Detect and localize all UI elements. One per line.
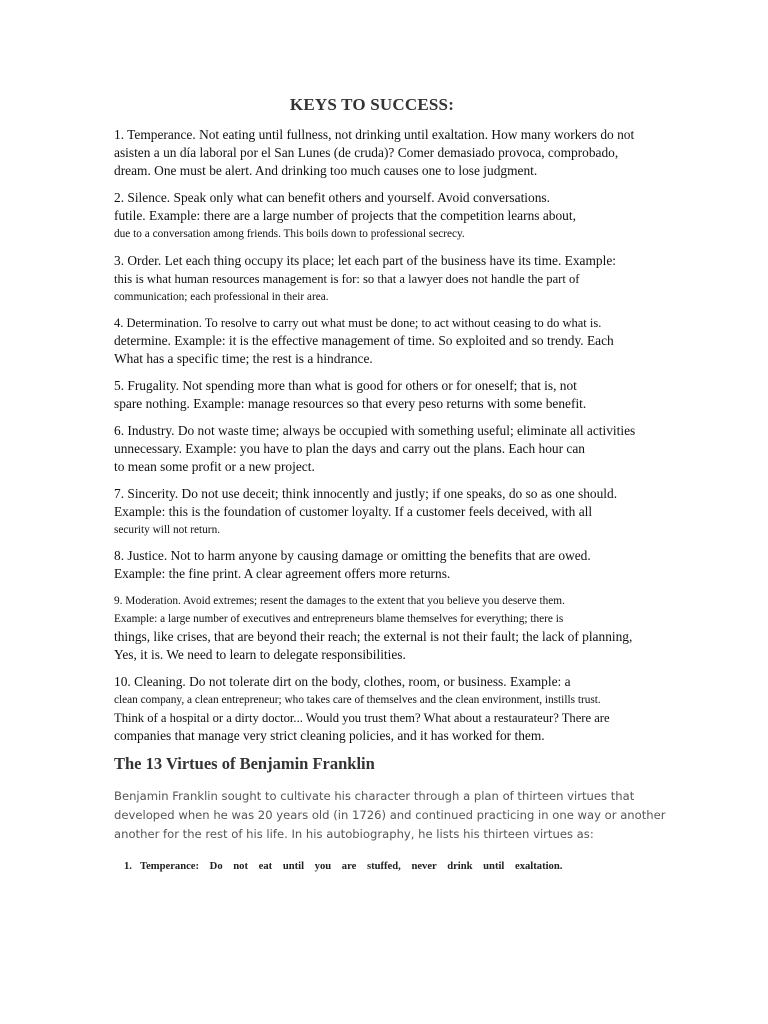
paragraph-line: to mean some profit or a new project. xyxy=(114,459,315,474)
paragraph-line: spare nothing. Example: manage resources so that every peso returns with some benefit. xyxy=(114,396,587,411)
section-intro xyxy=(114,787,674,844)
paragraph-line: 2. Silence. Speak only what can benefit others and yourself. Avoid conversations. xyxy=(114,190,550,205)
paragraph-4 xyxy=(114,314,654,368)
paragraph-line: Example: a large number of executives and entrepreneurs blame themselves for everything; there is xyxy=(114,613,564,625)
paragraph-9 xyxy=(114,592,654,664)
paragraph-line: communication; each professional in their area. xyxy=(114,291,329,303)
paragraph-line: 5. Frugality. Not spending more than what is good for others or for oneself; that is, not xyxy=(114,378,577,393)
paragraph-line: things, like crises, that are beyond their reach; the external is not their fault; the lack of planning, xyxy=(114,629,633,644)
paragraph-line: companies that manage very strict cleaning policies, and it has worked for them. xyxy=(114,728,545,743)
intro-line: Benjamin Franklin sought to cultivate his character through a plan of thirteen virtues that xyxy=(114,789,635,803)
paragraph-3 xyxy=(114,252,654,306)
list-item xyxy=(124,861,562,872)
paragraph-line: Example: this is the foundation of customer loyalty. If a customer feels deceived, with all xyxy=(114,504,593,519)
paragraph-line: 7. Sincerity. Do not use deceit; think innocently and justly; if one speaks, do so as one should. xyxy=(114,486,618,501)
paragraph-line: Example: the fine print. A clear agreement offers more returns. xyxy=(114,566,451,581)
paragraph-line: asisten a un día laboral por el San Lunes (de cruda)? Comer demasiado provoca, comprobado, xyxy=(114,145,619,160)
paragraph-line: security will not return. xyxy=(114,524,221,536)
paragraph-line: 9. Moderation. Avoid extremes; resent the damages to the extent that you believe you deserve them. xyxy=(114,595,565,607)
paragraph-line: clean company, a clean entrepreneur; who takes care of themselves and the clean environment, instills trust. xyxy=(114,694,601,706)
paragraph-10 xyxy=(114,673,654,745)
paragraph-line: 8. Justice. Not to harm anyone by causing damage or omitting the benefits that are owed. xyxy=(114,548,591,563)
paragraph-2 xyxy=(114,189,654,243)
paragraph-line: this is what human resources management is for: so that a lawyer does not handle the part of xyxy=(114,272,580,286)
intro-line: developed when he was 20 years old (in 1726) and continued practicing in one way or another xyxy=(114,808,666,822)
paragraph-line: due to a conversation among friends. This boils down to professional secrecy. xyxy=(114,228,465,240)
paragraph-line: 1. Temperance. Not eating until fullness, not drinking until exaltation. How many workers do not xyxy=(114,127,635,142)
paragraph-line: determine. Example: it is the effective management of time. So exploited and so trendy. Each xyxy=(114,333,614,348)
paragraph-line: 4. Determination. To resolve to carry out what must be done; to act without ceasing to do what is. xyxy=(114,316,602,330)
virtues-list xyxy=(124,861,562,872)
list-item-text: Temperance: Do not eat until you are stuffed, never drink until exaltation. xyxy=(140,861,563,872)
paragraph-6 xyxy=(114,422,654,476)
section-heading: The 13 Virtues of Benjamin Franklin xyxy=(114,754,375,773)
paragraph-line: dream. One must be alert. And drinking too much causes one to lose judgment. xyxy=(114,163,538,178)
paragraph-line: 3. Order. Let each thing occupy its place; let each part of the business have its time. Example: xyxy=(114,253,616,268)
paragraph-line: Yes, it is. We need to learn to delegate responsibilities. xyxy=(114,647,406,662)
intro-line: another for the rest of his life. In his autobiography, he lists his thirteen virtues as: xyxy=(114,827,594,841)
list-item-number: 1. xyxy=(124,861,132,872)
paragraph-7 xyxy=(114,485,654,539)
paragraph-1 xyxy=(114,126,654,180)
paragraph-line: What has a specific time; the rest is a hindrance. xyxy=(114,351,373,366)
paragraph-8 xyxy=(114,547,654,583)
paragraph-line: futile. Example: there are a large number of projects that the competition learns about, xyxy=(114,208,576,223)
paragraph-line: Think of a hospital or a dirty doctor... Would you trust them? What about a restaurateur? There are xyxy=(114,711,610,725)
paragraph-line: 6. Industry. Do not waste time; always be occupied with something useful; eliminate all activities xyxy=(114,423,636,438)
paragraph-5 xyxy=(114,377,654,413)
paragraph-line: 10. Cleaning. Do not tolerate dirt on the body, clothes, room, or business. Example: a xyxy=(114,674,571,689)
page-title: KEYS TO SUCCESS: xyxy=(289,95,455,114)
paragraph-line: unnecessary. Example: you have to plan the days and carry out the plans. Each hour can xyxy=(114,441,585,456)
